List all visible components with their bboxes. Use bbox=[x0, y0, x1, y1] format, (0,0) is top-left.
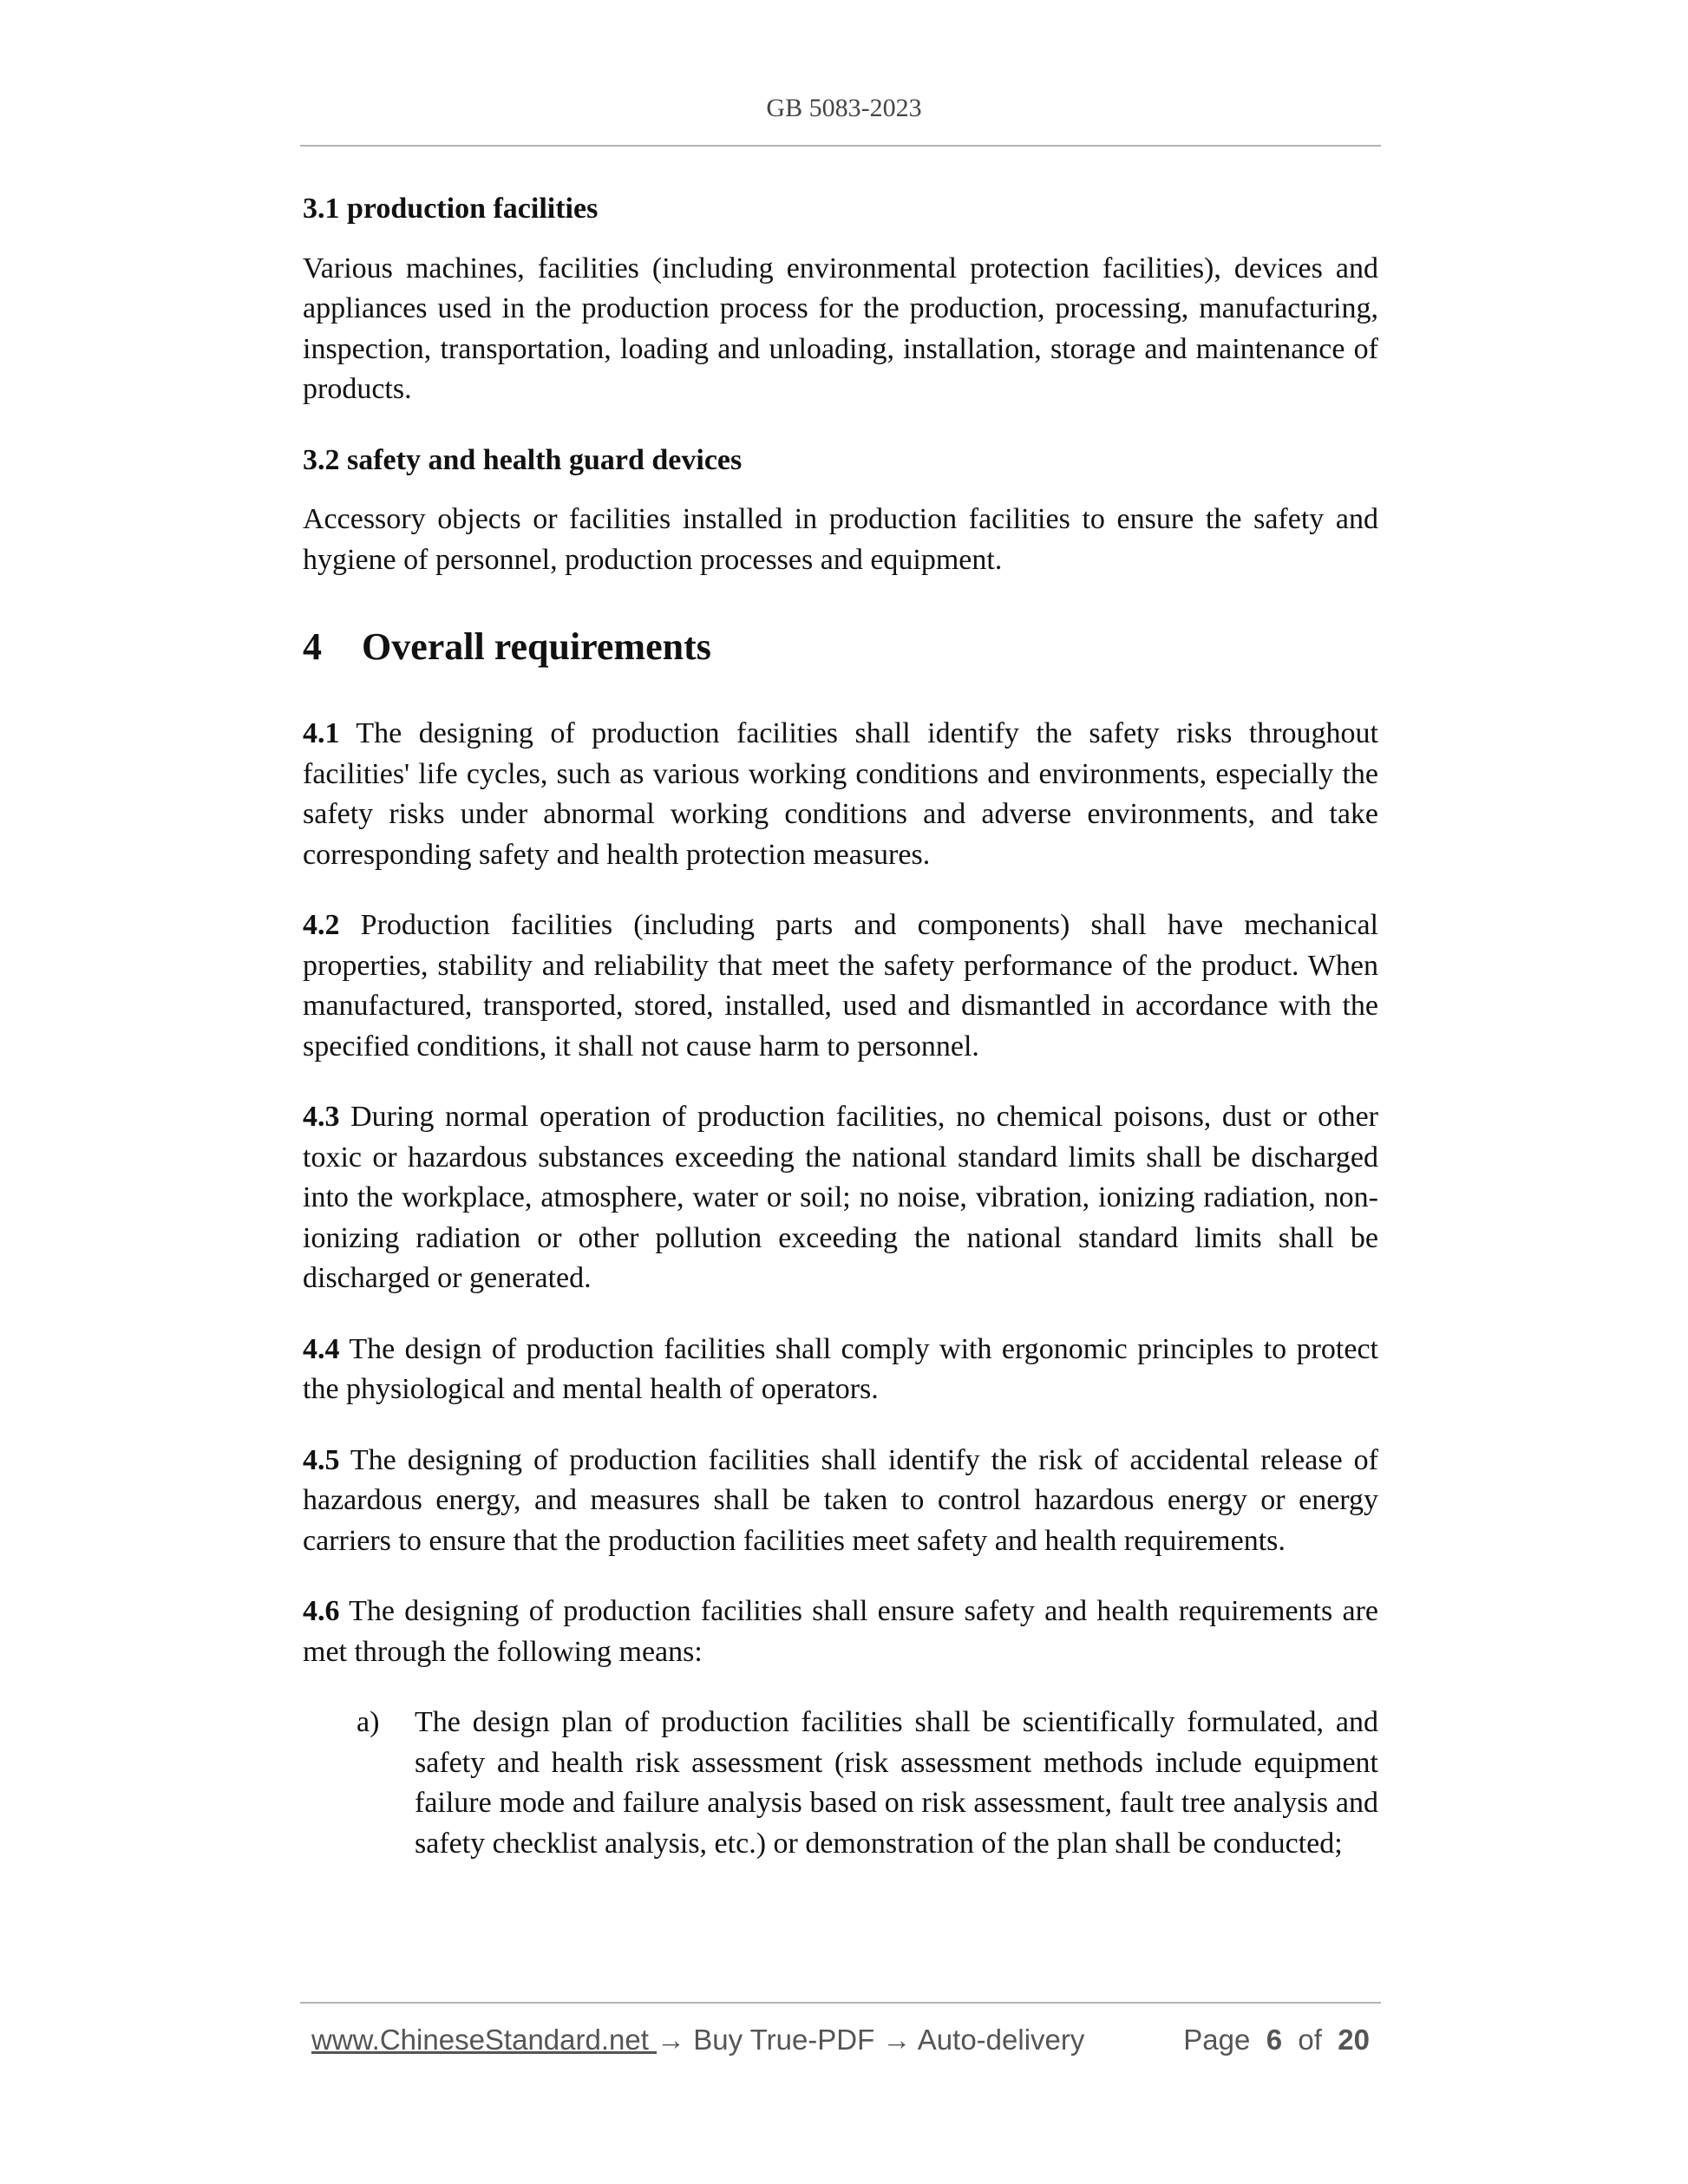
clause-4-6 bbox=[303, 1592, 1378, 1672]
clause-number: 4.6 bbox=[303, 1595, 340, 1627]
page-header: GB 5083-2023 bbox=[766, 94, 922, 122]
chinesestandard-link[interactable]: www.ChineseStandard.net bbox=[311, 2024, 658, 2056]
clause-4-3 bbox=[303, 1097, 1378, 1299]
chapter-heading bbox=[303, 622, 1378, 672]
chapter-number: 4 bbox=[303, 625, 322, 668]
page-current: 6 bbox=[1266, 2024, 1283, 2056]
clause-text: Production facilities (including parts and components) shall have mechanical properties, stability and reliability that meet the safety performance of the product. When manufactured, transported, stored, installed, used and dismantled in accordance with the specified conditions, it shall not cause harm to personnel. bbox=[303, 909, 1378, 1063]
footer-rule bbox=[300, 2002, 1381, 2004]
section-body-3-1: Various machines, facilities (including environmental protection facilities), devices and appliances used in the production process for the production, processing, manufacturing, inspection, transportation, loading and unloading, installation, storage and maintenance of products. bbox=[303, 252, 1378, 405]
section-title-3-1: 3.1 production facilities bbox=[303, 193, 599, 225]
list-item-text: The design plan of production facilities shall be scientifically formulated, and safety and health risk assessment (risk assessment methods include equipment failure mode and failure analysis based on risk assessment, fault tree analysis and safety checklist analysis, etc.) or demonstration of the plan shall be conducted; bbox=[415, 1706, 1378, 1860]
clause-4-2 bbox=[303, 906, 1378, 1067]
arrow-right-icon: → bbox=[882, 2024, 912, 2056]
footer-promo bbox=[311, 2024, 1084, 2056]
clause-text: During normal operation of production facilities, no chemical poisons, dust or other toxic or hazardous substances exceeding the national standard limits shall be discharged into the workplace, atmosphere, water or soil; no noise, vibration, ionizing radiation, non-ionizing radiation or other pollution exceeding the national standard limits shall be discharged or generated. bbox=[303, 1101, 1378, 1294]
header-rule bbox=[300, 145, 1381, 147]
page-footer bbox=[311, 2024, 1370, 2056]
clause-text: The designing of production facilities shall identify the safety risks throughout facilities' life cycles, such as various working conditions and environments, especially the safety risks under abnormal working conditions and adverse environments, and take corresponding safety and health protection measures. bbox=[303, 717, 1378, 871]
page-total: 20 bbox=[1338, 2024, 1370, 2056]
clause-number: 4.3 bbox=[303, 1101, 340, 1133]
clause-4-1 bbox=[303, 714, 1378, 875]
delivery-text: Auto-delivery bbox=[911, 2024, 1085, 2056]
clause-4-5 bbox=[303, 1441, 1378, 1562]
clause-number: 4.2 bbox=[303, 909, 340, 941]
list-marker: a) bbox=[357, 1706, 380, 1738]
document-body bbox=[303, 189, 1378, 1864]
clause-number: 4.4 bbox=[303, 1332, 340, 1365]
clause-text: The designing of production facilities shall identify the risk of accidental release of hazardous energy, and measures shall be taken to control hazardous energy or energy carriers to ensure that the production facilities meet safety and health requirements. bbox=[303, 1443, 1378, 1557]
page-label: Page bbox=[1183, 2024, 1251, 2056]
arrow-right-icon: → bbox=[657, 2024, 686, 2056]
chapter-title: Overall requirements bbox=[362, 625, 711, 668]
section-body-3-2: Accessory objects or facilities installed in production facilities to ensure the safety and hygiene of personnel, production processes and equipment. bbox=[303, 503, 1378, 576]
clause-text: The designing of production facilities shall ensure safety and health requirements are met through the following means: bbox=[303, 1595, 1378, 1668]
page-of: of bbox=[1298, 2024, 1322, 2056]
list-item bbox=[303, 1703, 1378, 1864]
clause-4-4 bbox=[303, 1330, 1378, 1410]
clause-number: 4.1 bbox=[303, 717, 340, 749]
page-number bbox=[1183, 2024, 1370, 2056]
buy-text: Buy True-PDF bbox=[685, 2024, 883, 2056]
clause-text: The design of production facilities shall comply with ergonomic principles to protect the physiological and mental health of operators. bbox=[303, 1332, 1378, 1405]
section-title-3-2: 3.2 safety and health guard devices bbox=[303, 443, 743, 476]
clause-number: 4.5 bbox=[303, 1443, 340, 1476]
